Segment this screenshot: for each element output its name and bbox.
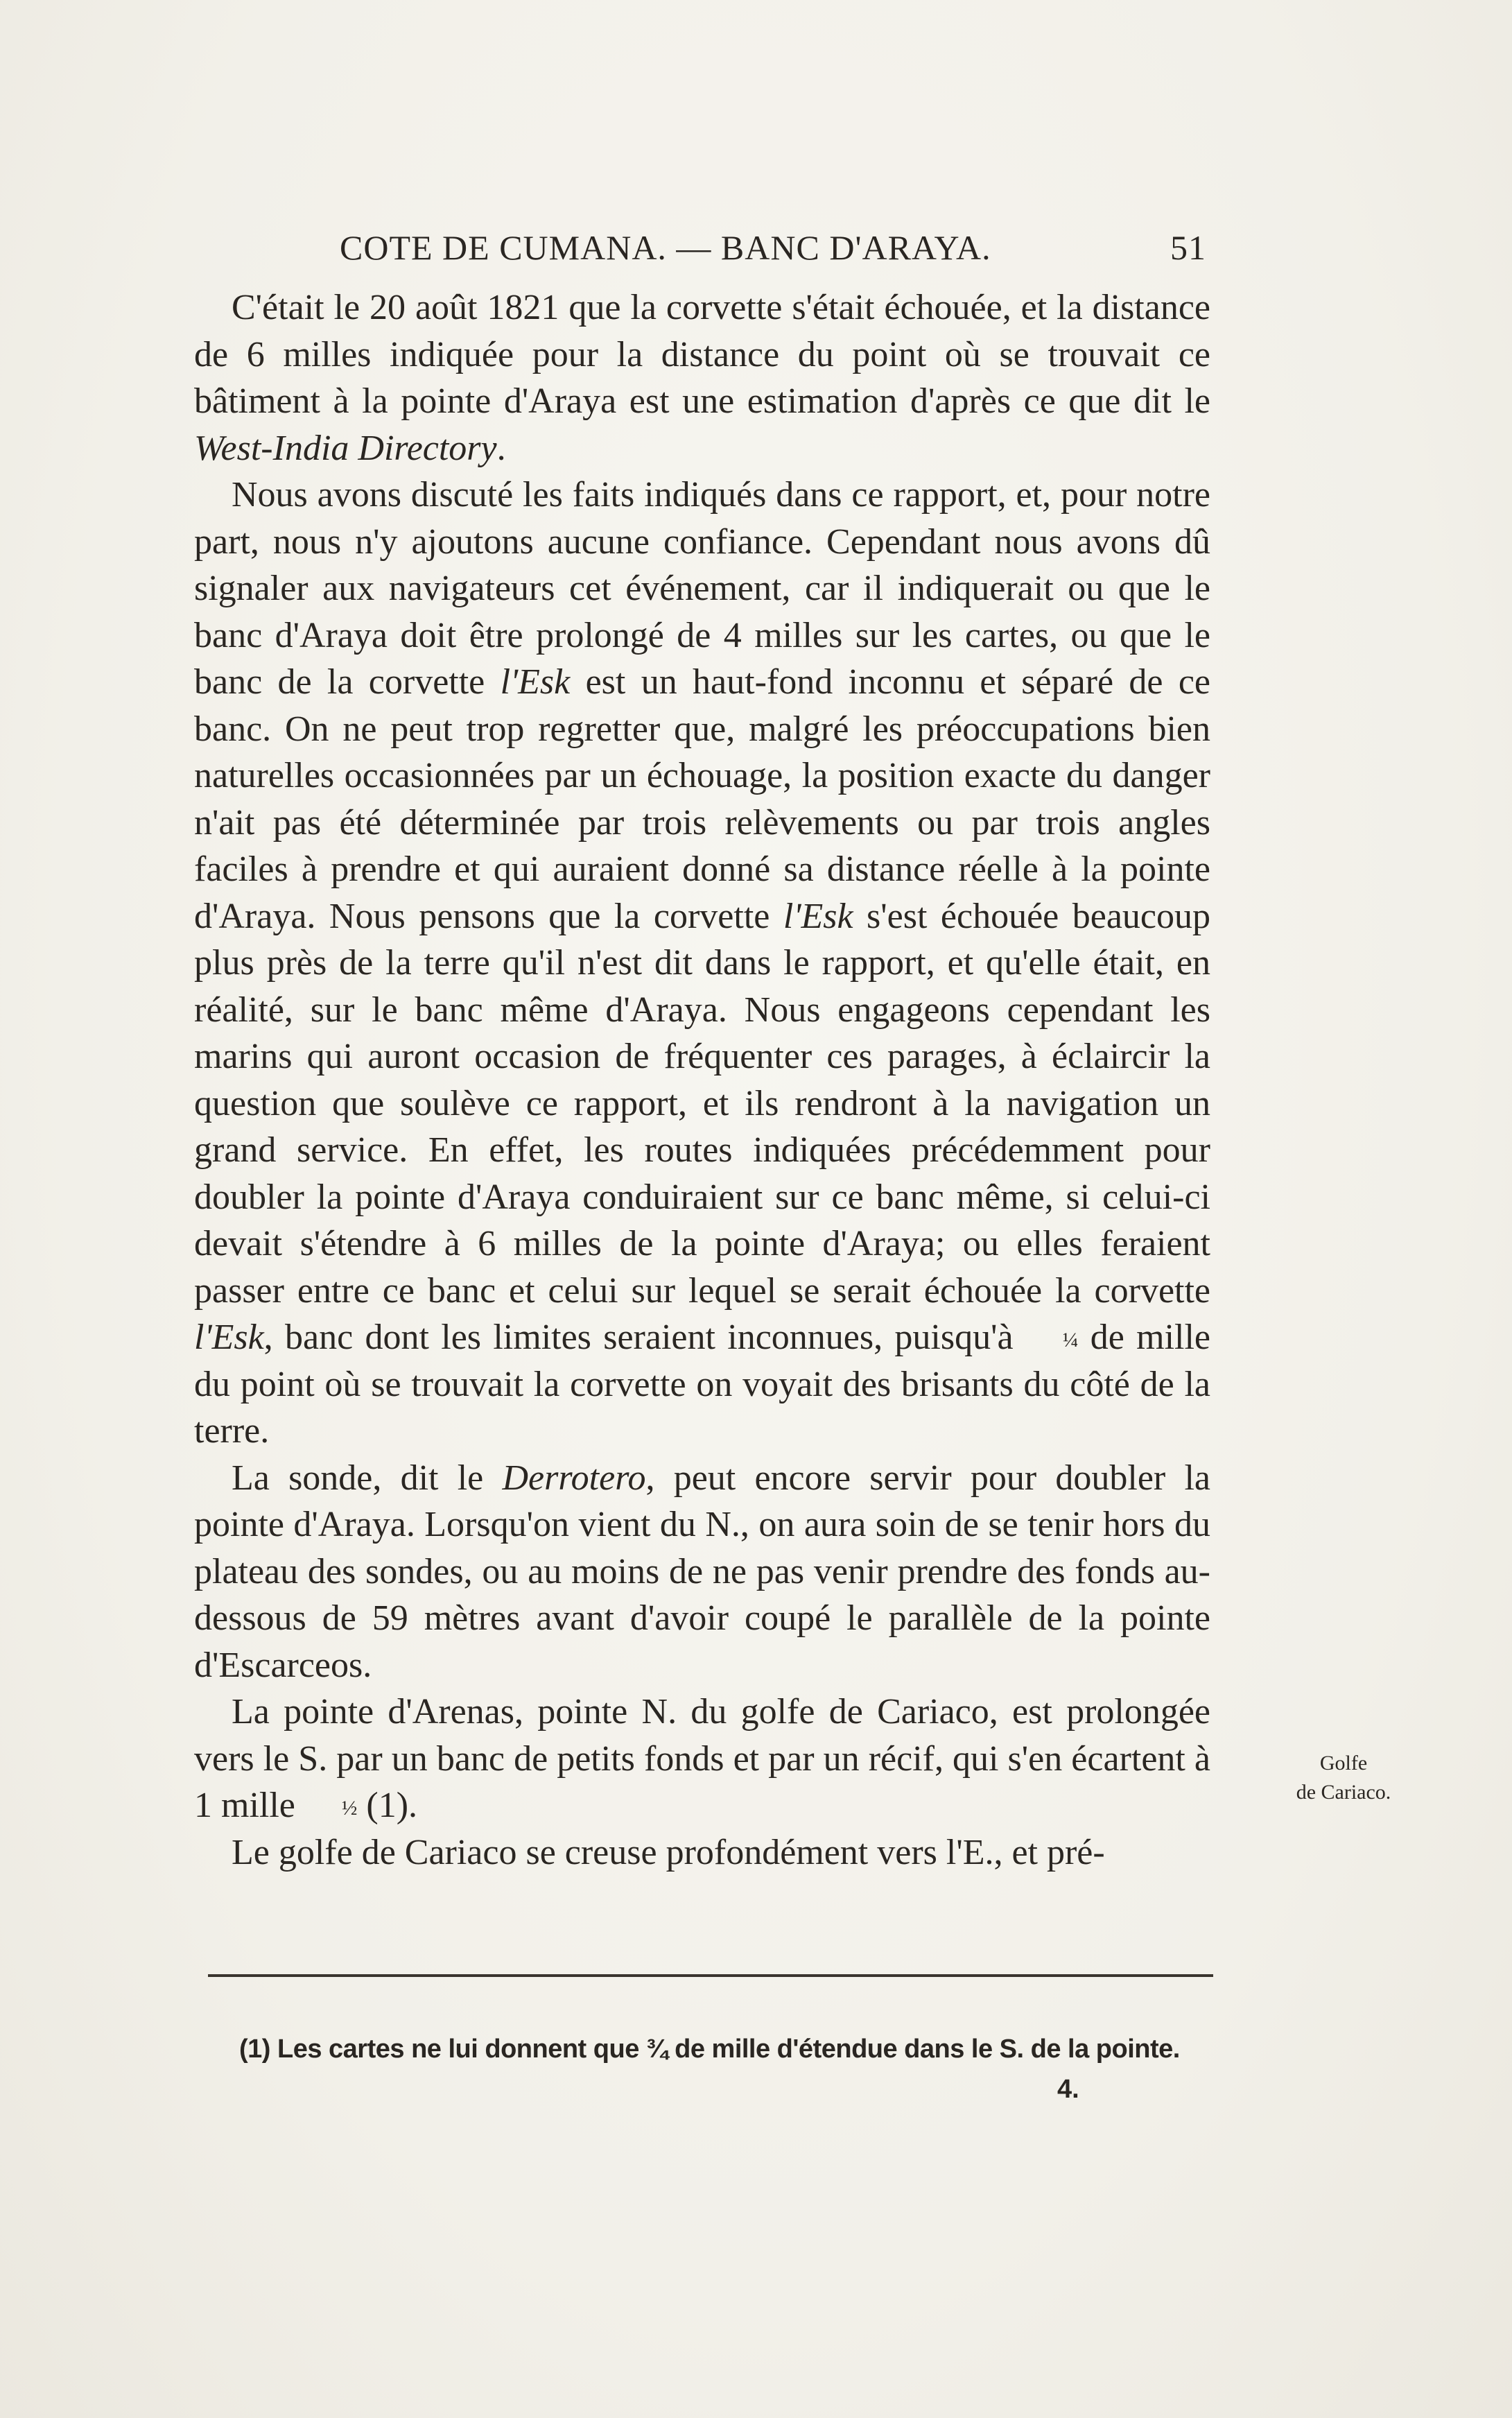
italic-title: Derrotero [502,1458,646,1498]
page-number: 51 [1170,228,1206,267]
margin-note-line: Golfe [1319,1752,1368,1774]
ship-name: l'Esk [783,896,853,936]
running-title: COTE DE CUMANA. — BANC D'ARAYA. [340,228,991,267]
fraction: ½ [341,1797,358,1820]
ship-name: l'Esk [500,662,571,702]
paragraph-2: Nous avons discuté les faits indiqués dans ce rapport, et, pour notre part, nous n'y ajoutons aucune confiance. Cependant nous avons dû signaler aux navigateurs cet événement, car il indiquerait ou que le banc d'Araya doit être prolongé de 4 milles sur les cartes, ou que le banc de la corvette l'Esk est un haut-fond inconnu et séparé de ce banc. On ne peut trop regretter que, malgré les préoccupations bien naturelles occasionnées par un échouage, la position exacte du danger n'ait pas été déterminée par trois relèvements ou par trois angles faciles à prendre et qui auraient donné sa distance réelle à la pointe d'Araya. Nous pensons que la corvette l'Esk s'est échouée beaucoup plus près de la terre qu'il n'est dit dans le rapport, et qu'elle était, en réalité, sur le banc même d'Araya. Nous engageons cependant les marins qui auront occasion de fréquenter ces parages, à éclaircir la question que soulève ce rapport, et ils rendront à la navigation un grand service. En effet, les routes indiquées précédemment pour doubler la pointe d'Araya conduiraient sur ce banc même, si celui-ci devait s'étendre à 6 milles de la pointe d'Araya; ou elles feraient passer entre ce banc et celui sur lequel se serait échouée la corvette l'Esk, banc dont les limites seraient inconnues, puisqu'à ¼ de mille du point où se trouvait la corvette on voyait des brisants du côté de la terre. [194,475,1211,1451]
running-header [340,223,1206,272]
paragraph-5: Le golfe de Cariaco se creuse profondément vers l'E., et pré- [232,1832,1105,1872]
body-text [194,284,1210,1876]
ship-name: l'Esk [194,1318,264,1357]
signature-mark: 4. [1057,2075,1079,2104]
paragraph-1: C'était le 20 août 1821 que la corvette s'était échouée, et la distance de 6 milles indiquée pour la distance du point où se trouvait ce bâtiment à la pointe d'Araya est une estimation d'après ce que dit le West-India Directory. [194,288,1210,468]
fraction: ¼ [1062,1329,1079,1352]
paragraph-4: La pointe d'Arenas, pointe N. du golfe de Cariaco, est prolongée vers le S. par un banc de petits fonds et par un récif, qui s'en écartent à 1 mille ½ (1). [194,1692,1210,1825]
footnote-rule [208,1974,1213,1977]
paragraph-3: La sonde, dit le Derrotero, peut encore servir pour doubler la pointe d'Araya. Lorsqu'on vient du N., on aura soin de se tenir hors du plateau des sondes, ou au moins de ne pas venir prendre des fonds au-dessous de 59 mètres avant d'avoir coupé le parallèle de la pointe d'Escarceos. [194,1458,1210,1685]
margin-note-line: de Cariaco. [1296,1781,1391,1804]
margin-note [1274,1749,1413,1807]
italic-title: West-India Directory [194,428,497,468]
footnote: (1) Les cartes ne lui donnent que ¾ de mille d'étendue dans le S. de la pointe. [239,2035,1180,2064]
